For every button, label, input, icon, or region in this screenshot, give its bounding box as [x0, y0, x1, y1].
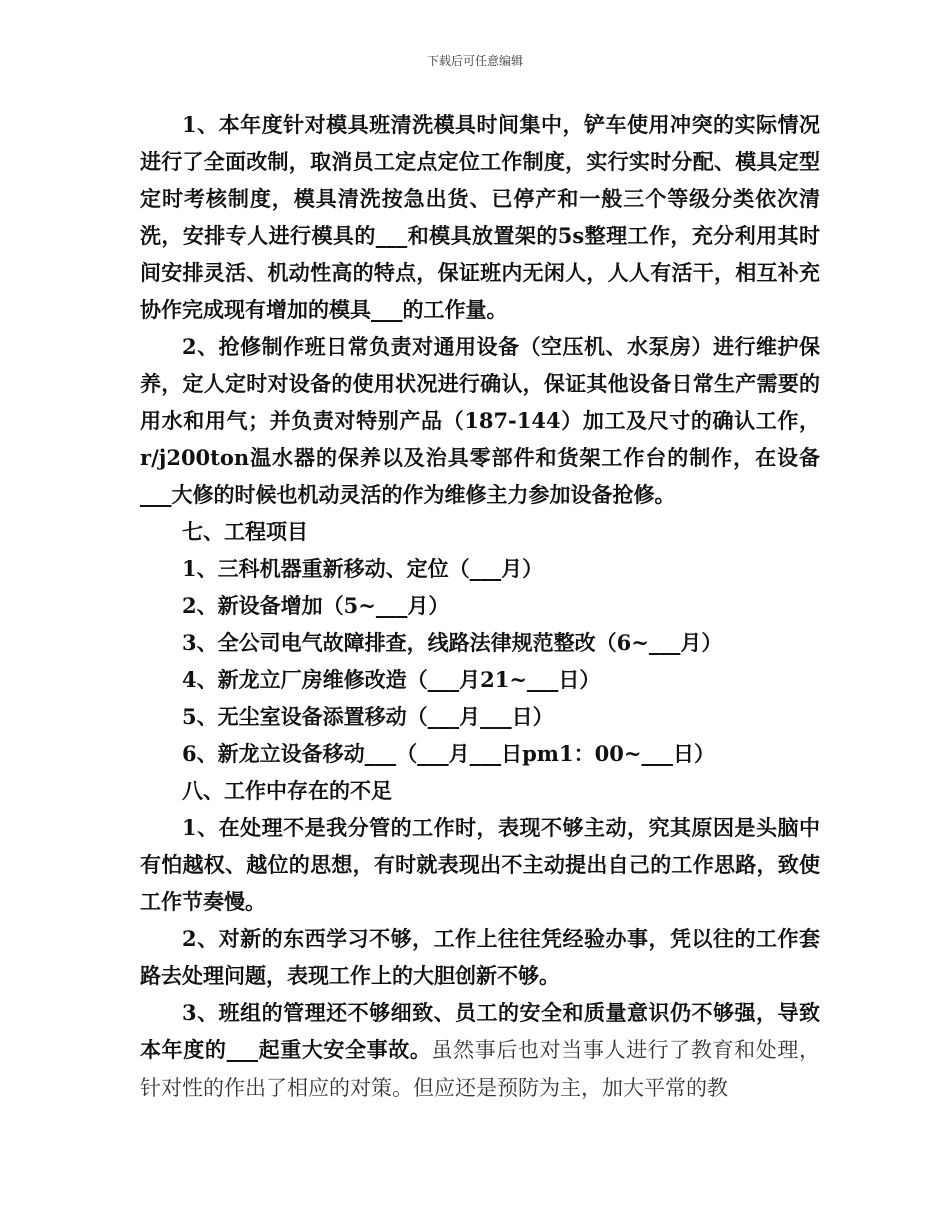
section-heading-shortcomings: 八、工作中存在的不足 — [182, 778, 392, 803]
project-item: 2、新设备增加（5~___月） — [182, 593, 450, 618]
paragraph-shortcoming-1: 1、在处理不是我分管的工作时，表现不够主动，究其原因是头脑中有怕越权、越位的思想，有时就表现出不主动提出自己的工作思路，致使工作节奏慢。 — [140, 815, 820, 914]
project-item: 4、新龙立厂房维修改造（___月21~___日） — [182, 667, 601, 692]
project-item: 5、无尘室设备添置移动（___月___日） — [182, 704, 554, 729]
project-item: 3、全公司电气故障排查，线路法律规范整改（6~___月） — [182, 630, 723, 655]
paragraph-shortcoming-2: 2、对新的东西学习不够，工作上往往凭经验办事，凭以往的工作套路去处理问题，表现工作上的大胆创新不够。 — [140, 926, 820, 988]
project-item: 6、新龙立设备移动___（___月___日pm1：00~___日） — [182, 741, 715, 766]
section-heading-projects: 七、工程项目 — [182, 519, 308, 544]
page-header: 下载后可任意编辑 — [426, 54, 523, 68]
project-item: 1、三科机器重新移动、定位（___月） — [182, 556, 544, 581]
shortcoming-3-light-text: 虽然事后也对当事人进行了教育和处理，针对性的作出了相应的对策。但应还是预防为主，加大平常的教 — [140, 1038, 820, 1100]
shortcoming-3-bold-text: 3、班组的管理还不够细致、员工的安全和质量意识仍不够强，导致本年度的___起重大安全事故。 — [140, 1000, 820, 1062]
paragraph-repair-team: 2、抢修制作班日常负责对通用设备（空压机、水泵房）进行维护保养，定人定时对设备的使用状况进行确认，保证其他设备日常生产需要的用水和用气；并负责对特别产品（187-144）加工及尺寸的确认工作，r/j200ton温水器的保养以及治具零部件和货架工作台的制作，在设备___大修的时候也机动灵活的作为维修主力参加设备抢修。 — [140, 334, 820, 507]
paragraph-shortcoming-3 — [140, 994, 820, 1107]
document-body — [140, 106, 820, 1107]
paragraph-mold-team: 1、本年度针对模具班清洗模具时间集中，铲车使用冲突的实际情况进行了全面改制，取消员工定点定位工作制度，实行实时分配、模具定型定时考核制度，模具清洗按急出货、已停产和一般三个等级分类依次清洗，安排专人进行模具的___和模具放置架的5s整理工作，充分利用其时间安排灵活、机动性高的特点，保证班内无闲人，人人有活干，相互补充协作完成现有增加的模具___的工作量。 — [140, 112, 820, 322]
